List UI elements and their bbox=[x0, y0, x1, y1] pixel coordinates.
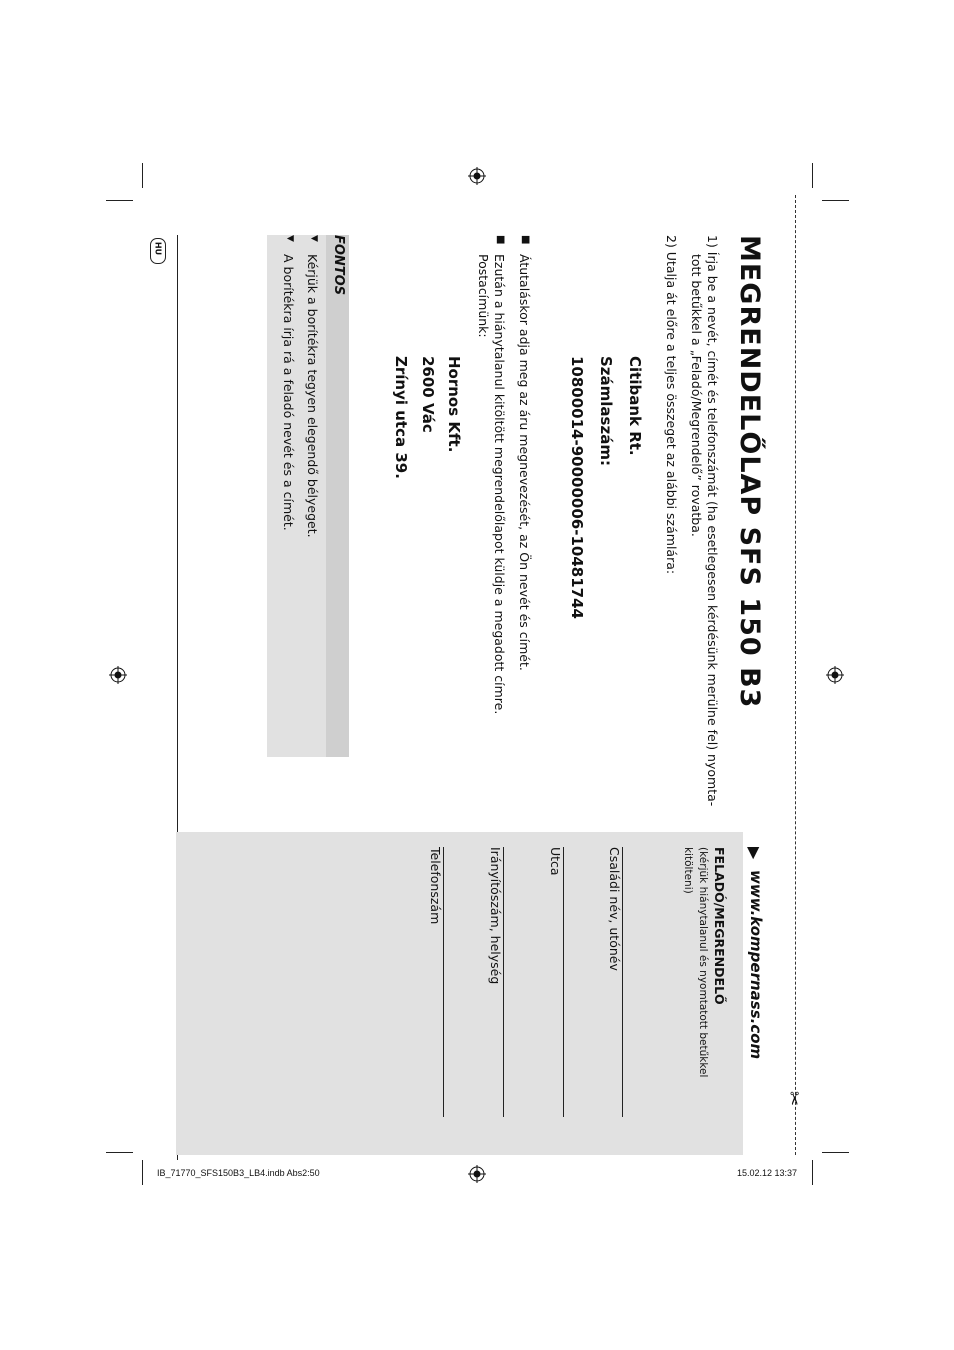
sender-heading: FELADÓ/MEGRENDELŐ bbox=[712, 847, 727, 1005]
field-zip-line[interactable] bbox=[503, 847, 504, 1117]
crop-mark bbox=[106, 1152, 133, 1153]
sender-note-cont: kitölteni) bbox=[682, 847, 694, 894]
language-badge: HU bbox=[150, 238, 166, 264]
bullet-send-cont: Postacímünk: bbox=[476, 254, 491, 338]
registration-mark-icon bbox=[109, 666, 127, 684]
bullet-transfer: Átutaláskor adja meg az áru megnevezését, az Ön nevét és címét. bbox=[517, 254, 532, 671]
bullet-icon: ■ bbox=[520, 235, 531, 245]
fontos-heading: FONTOS bbox=[331, 235, 346, 296]
fontos-item2: A borítékra írja rá a feladó nevét és a címét. bbox=[281, 254, 296, 531]
footer-left: IB_71770_SFS150B3_LB4.indb Abs2:50 bbox=[157, 1168, 320, 1178]
address-company: Hornos Kft. bbox=[445, 356, 463, 453]
page-title: MEGRENDELŐLAP SFS 150 B3 bbox=[734, 235, 765, 709]
bank-name: Citibank Rt. bbox=[626, 356, 644, 456]
instruction-step1-cont: tott betűkkel a „Feladó/Megrendelő” rovatba. bbox=[689, 254, 704, 537]
bullet-send: Ezután a hiánytalanul kitöltött megrendelőlapot küldje a megadott címre. bbox=[492, 254, 507, 715]
address-city: 2600 Vác bbox=[419, 356, 437, 433]
crop-mark bbox=[822, 1152, 849, 1153]
field-name-line[interactable] bbox=[622, 847, 623, 1117]
arrow-icon: ▶ bbox=[745, 847, 764, 860]
triangle-icon: ▼ bbox=[285, 235, 295, 242]
crop-mark bbox=[812, 163, 813, 188]
field-phone-label: Telefonszám bbox=[428, 847, 443, 925]
cut-line bbox=[795, 195, 796, 1155]
instruction-step2: 2) Utalja át előre a teljes összeget az alábbi számlára: bbox=[664, 235, 679, 575]
field-zip-label: Irányítószám, helység bbox=[488, 847, 503, 985]
sender-box bbox=[176, 832, 743, 1155]
crop-mark bbox=[822, 200, 849, 201]
instruction-step1: 1) Írja be a nevét, címét és telefonszámát (ha esetlegesen kérdésünk merülne fel) nyomta- bbox=[705, 235, 720, 807]
crop-mark bbox=[812, 1160, 813, 1185]
sender-note: (kérjük hiánytalanul és nyomtatott betűkkel bbox=[697, 847, 709, 1078]
field-street-label: Utca bbox=[548, 847, 563, 876]
account-label: Számlaszám: bbox=[597, 356, 615, 466]
crop-mark bbox=[142, 163, 143, 188]
bullet-icon: ■ bbox=[495, 235, 506, 245]
address-street: Zrínyi utca 39. bbox=[392, 356, 410, 479]
registration-mark-icon bbox=[468, 1165, 486, 1183]
footer-right: 15.02.12 13:37 bbox=[737, 1168, 798, 1178]
crop-mark bbox=[142, 1160, 143, 1185]
registration-mark-icon bbox=[826, 666, 844, 684]
order-form bbox=[176, 235, 765, 1155]
field-phone-line[interactable] bbox=[443, 847, 444, 1117]
field-street-line[interactable] bbox=[563, 847, 564, 1117]
crop-mark bbox=[106, 200, 133, 201]
account-number: 10800014-90000006-10481744 bbox=[568, 356, 586, 619]
triangle-icon: ▼ bbox=[309, 235, 319, 242]
fontos-stripe bbox=[326, 235, 349, 757]
fontos-item1: Kérjük a borítékra tegyen elegendő bélyeget. bbox=[305, 254, 320, 538]
website-link[interactable]: www.kompernass.com bbox=[747, 870, 765, 1060]
scissors-icon: ✂ bbox=[783, 1090, 805, 1107]
field-name-label: Családi név, utónév bbox=[607, 847, 622, 971]
registration-mark-icon bbox=[468, 167, 486, 185]
